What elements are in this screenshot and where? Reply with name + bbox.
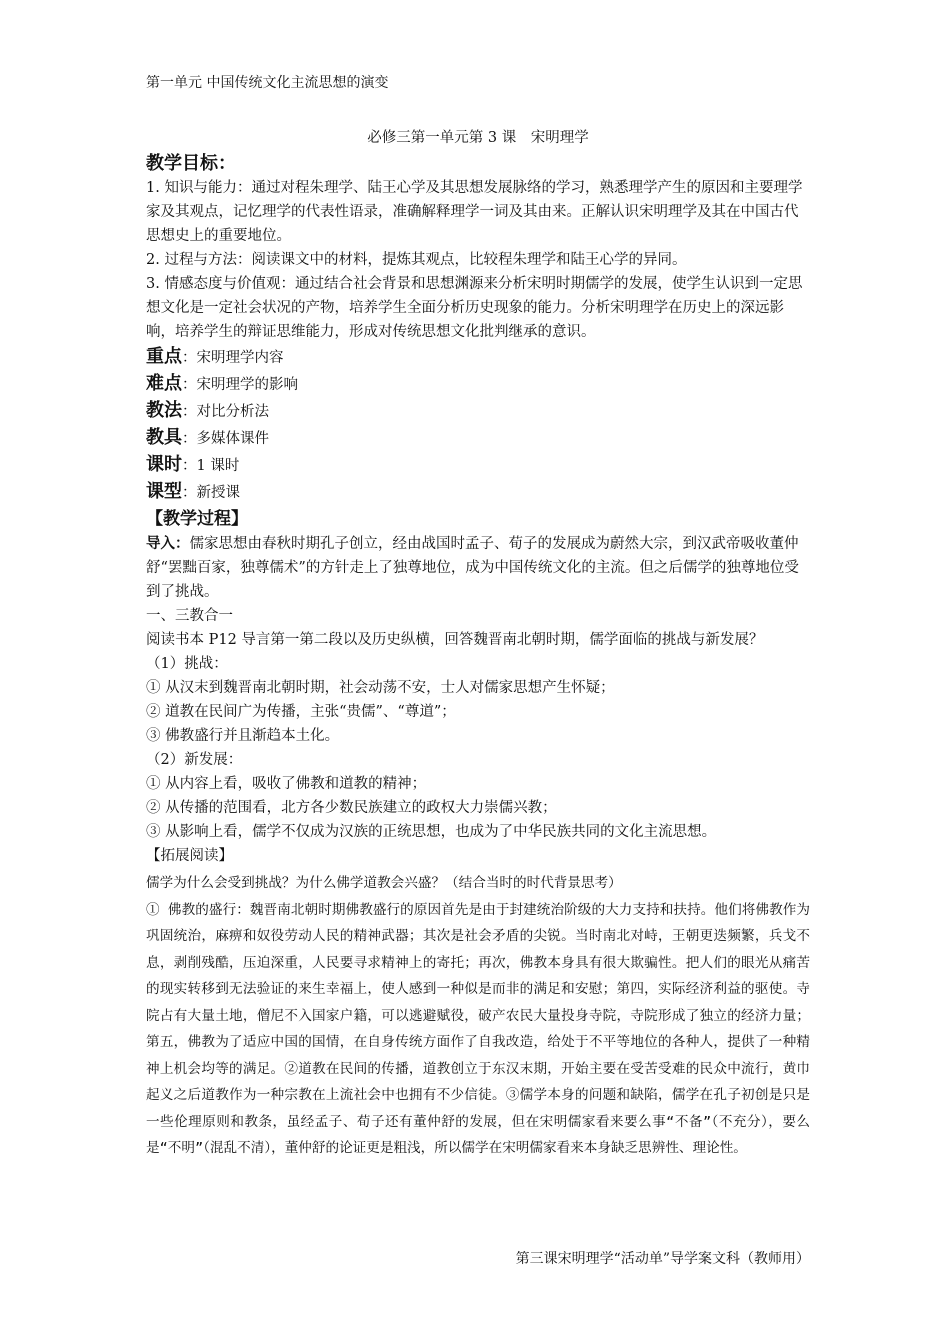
info-value: 对比分析法	[196, 404, 269, 420]
info-label: 课时	[146, 454, 182, 475]
goals-heading: 教学目标：	[146, 153, 236, 174]
challenge-item: ① 从汉末到魏晋南北朝时期，社会动荡不安，士人对儒家思想产生怀疑；	[146, 680, 615, 696]
info-value: 多媒体课件	[196, 431, 269, 447]
document-body	[146, 126, 810, 1162]
info-label: 重点	[146, 346, 182, 367]
info-type: 课型：新授课	[146, 481, 240, 502]
info-difficulty: 难点：宋明理学的影响	[146, 373, 298, 394]
intro-paragraph	[146, 532, 810, 604]
intro-label: 导入：	[146, 536, 190, 552]
extended-reading-heading: 【拓展阅读】	[146, 848, 233, 864]
info-label: 课型	[146, 481, 182, 502]
info-tools: 教具：多媒体课件	[146, 427, 269, 448]
running-footer: 第三课宋明理学“活动单”导学案文科（教师用）	[515, 1251, 810, 1267]
extended-reading-body: ① 佛教的盛行：魏晋南北朝时期佛教盛行的原因首先是由于封建统治阶级的大力支持和扶持。他们将佛教作为巩固统治，麻痹和奴役劳动人民的精神武器；其次是社会矛盾的尖锐。当时南北对峙，王朝更迭频繁，兵戈不息，剥削残酷，压迫深重，人民要寻求精神上的寄托；再次，佛教本身具有很大欺骗性。把人们的眼光从痛苦的现实转移到无法验证的来生幸福上，使人感到一种似是而非的满足和安慰；第四，实际经济利益的驱使。寺院占有大量土地，僧尼不入国家户籍，可以逃避赋役，破产农民大量投身寺院，寺院形成了独立的经济力量；第五，佛教为了适应中国的国情，在自身传统方面作了自我改造，给处于不平等地位的各种人，提供了一种精神上机会均等的满足。②道教在民间的传播，道教创立于东汉末期，开始主要在受苦受难的民众中流行，黄巾起义之后道教作为一种宗教在上流社会中也拥有不少信徒。③儒学本身的问题和缺陷，儒学在孔子初创是只是一些伦理原则和教条，虽经孟子、荀子还有董仲舒的发展，但在宋明儒家看来要么事“不备”（不充分），要么是“不明”（混乱不清），董仲舒的论证更是粗浅，所以儒学在宋明儒家看来本身缺乏思辨性、理论性。	[146, 901, 810, 1156]
challenge-item: ③ 佛教盛行并且渐趋本土化。	[146, 728, 340, 744]
info-value: 新授课	[196, 485, 240, 501]
info-method: 教法：对比分析法	[146, 400, 269, 421]
info-label: 教法	[146, 400, 182, 421]
section-title: 一、三教合一	[146, 608, 233, 624]
development-heading: （2）新发展：	[146, 752, 243, 768]
running-header: 第一单元 中国传统文化主流思想的演变	[146, 75, 389, 91]
document-title: 必修三第一单元第 3 课 宋明理学	[367, 130, 589, 146]
challenge-heading: （1）挑战：	[146, 656, 228, 672]
question-text: 阅读书本 P12 导言第一第二段以及历史纵横，回答魏晋南北朝时期，儒学面临的挑战与新发展？	[146, 632, 764, 648]
goal-item: 2. 过程与方法：阅读课文中的材料，提炼其观点，比较程朱理学和陆王心学的异同。	[146, 252, 687, 268]
challenge-item: ② 道教在民间广为传播，主张“贵儒”、“尊道”；	[146, 704, 456, 720]
development-item: ① 从内容上看，吸收了佛教和道教的精神；	[146, 776, 427, 792]
goal-item: 1. 知识与能力：通过对程朱理学、陆王心学及其思想发展脉络的学习，熟悉理学产生的原因和主要理学家及其观点，记忆理学的代表性语录，准确解释理学一词及其由来。正解认识宋明理学及其在中国古代思想史上的重要地位。	[146, 180, 803, 244]
info-value: 1 课时	[196, 458, 240, 474]
process-heading: 【教学过程】	[146, 509, 248, 529]
extended-reading-question: 儒学为什么会受到挑战？为什么佛学道教会兴盛？（结合当时的时代背景思考）	[146, 875, 622, 891]
info-value: 宋明理学的影响	[196, 377, 298, 393]
extended-reading	[146, 870, 810, 1162]
info-value: 宋明理学内容	[196, 350, 284, 366]
info-label: 教具	[146, 427, 182, 448]
info-hours: 课时：1 课时	[146, 454, 240, 475]
development-item: ③ 从影响上看，儒学不仅成为汉族的正统思想，也成为了中华民族共同的文化主流思想。	[146, 824, 717, 840]
goal-item: 3. 情感态度与价值观：通过结合社会背景和思想渊源来分析宋明时期儒学的发展，使学生认识到一定思想文化是一定社会状况的产物，培养学生全面分析历史现象的能力。分析宋明理学在历史上的深远影响，培养学生的辩证思维能力，形成对传统思想文化批判继承的意识。	[146, 276, 803, 340]
info-key-point: 重点：宋明理学内容	[146, 346, 284, 367]
development-item: ② 从传播的范围看，北方各少数民族建立的政权大力崇儒兴教；	[146, 800, 557, 816]
intro-text: 儒家思想由春秋时期孔子创立，经由战国时孟子、荀子的发展成为蔚然大宗，到汉武帝吸收董仲舒“罢黜百家，独尊儒术”的方针走上了独尊地位，成为中国传统文化的主流。但之后儒学的独尊地位受到了挑战。	[146, 536, 799, 600]
info-label: 难点	[146, 373, 182, 394]
